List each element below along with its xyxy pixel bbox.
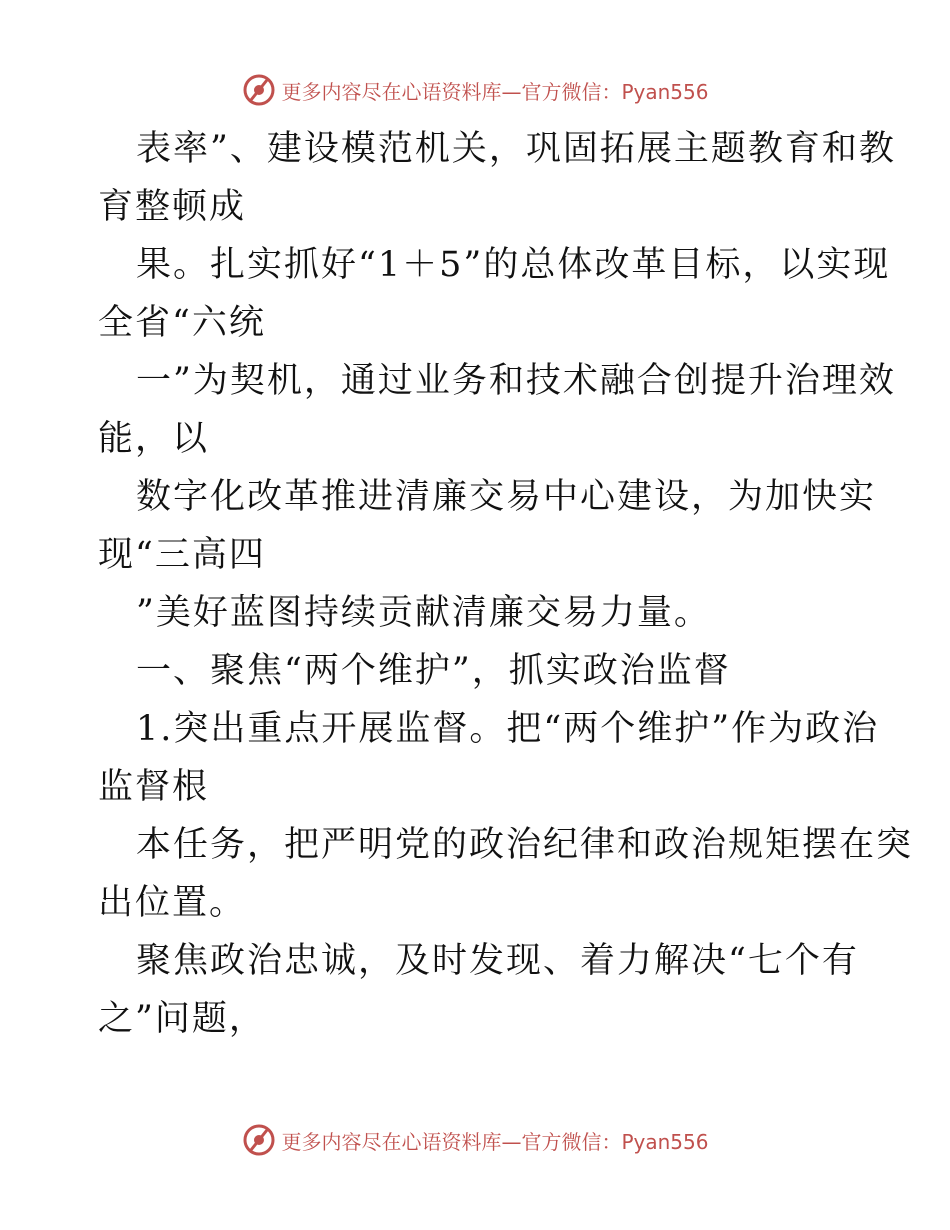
paragraph-3-line-1: 一”为契机，通过业务和技术融合创提升治理效 <box>136 361 896 401</box>
paragraph-5-line-1: ”美好蓝图持续贡献清廉交易力量。 <box>136 593 711 633</box>
watermark-logo-icon <box>241 72 277 108</box>
paragraph-2-line-1: 果。扎实抓好“1＋5”的总体改革目标，以实现 <box>136 245 891 285</box>
paragraph-4-line-1: 数字化改革推进清廉交易中心建设，为加快实 <box>136 477 877 517</box>
paragraph-4-line-2: 现“三高四 <box>98 535 266 575</box>
paragraph-9-line-1: 聚焦政治忠诚，及时发现、着力解决“七个有 <box>136 941 859 981</box>
paragraph-8-line-2: 出位置。 <box>98 883 247 923</box>
section-heading: 一、聚焦“两个维护”，抓实政治监督 <box>136 651 731 691</box>
footer-watermark <box>0 1120 950 1160</box>
watermark-text: 更多内容尽在心语资料库—官方微信：Pyan556 <box>281 1129 709 1154</box>
paragraph-2-line-2: 全省“六统 <box>98 303 266 343</box>
paragraph-1-line-2: 育整顿成 <box>98 187 247 227</box>
watermark-logo-icon <box>241 1122 277 1158</box>
watermark-text: 更多内容尽在心语资料库—官方微信：Pyan556 <box>281 79 709 104</box>
paragraph-7-line-2: 监督根 <box>98 767 210 807</box>
paragraph-1-line-1: 表率”、建设模范机关，巩固拓展主题教育和教 <box>136 129 896 169</box>
paragraph-7-line-1: 1.突出重点开展监督。把“两个维护”作为政治 <box>136 709 880 749</box>
paragraph-3-line-2: 能，以 <box>98 419 210 459</box>
paragraph-8-line-1: 本任务，把严明党的政治纪律和政治规矩摆在突 <box>136 825 914 865</box>
header-watermark <box>0 70 950 110</box>
paragraph-9-line-2: 之”问题， <box>98 999 266 1039</box>
